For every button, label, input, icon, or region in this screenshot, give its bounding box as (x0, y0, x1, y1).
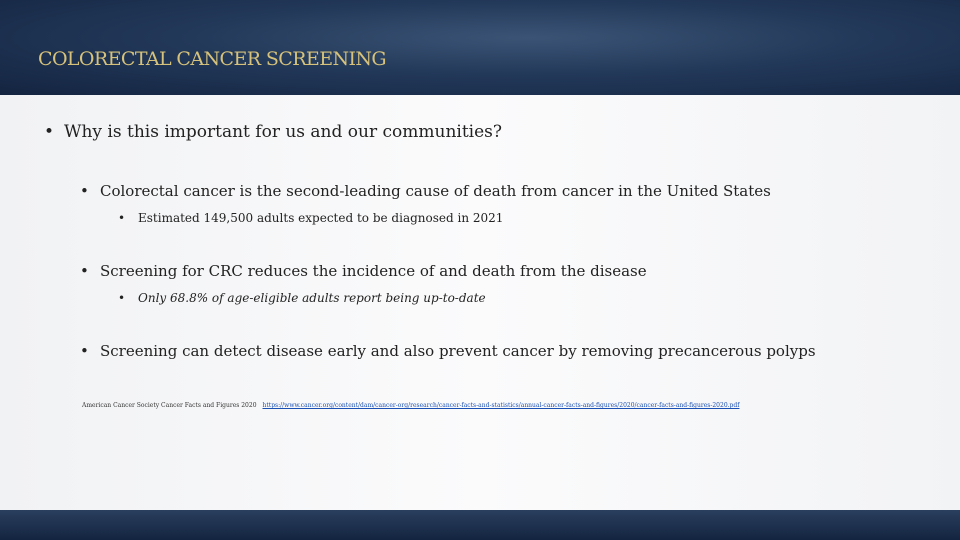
bullet-text: Colorectal cancer is the second-leading cause of death from cancer in the United States (100, 182, 771, 200)
bullet-level2 (80, 182, 771, 200)
bullet-text: Screening can detect disease early and also prevent cancer by removing precancerous polyps (100, 342, 816, 360)
bullet-icon: • (118, 291, 126, 305)
source-label: American Cancer Society Cancer Facts and Figures 2020 (82, 402, 257, 409)
slide-title: COLORECTAL CANCER SCREENING (38, 48, 387, 70)
bullet-level1 (44, 122, 502, 142)
bullet-icon: • (80, 342, 89, 360)
bullet-icon: • (44, 122, 55, 142)
bullet-level3 (118, 211, 503, 225)
bullet-level2 (80, 342, 816, 360)
bullet-icon: • (118, 211, 126, 225)
source-citation (82, 402, 739, 409)
bullet-text: Screening for CRC reduces the incidence of and death from the disease (100, 262, 647, 280)
footer-band (0, 510, 960, 540)
bullet-icon: • (80, 262, 89, 280)
bullet-text: Why is this important for us and our communities? (64, 122, 503, 142)
bullet-level3 (118, 291, 486, 305)
bullet-text: Estimated 149,500 adults expected to be diagnosed in 2021 (138, 211, 504, 225)
bullet-text: Only 68.8% of age-eligible adults report being up-to-date (138, 291, 486, 305)
slide-header (0, 0, 960, 95)
bullet-level2 (80, 262, 647, 280)
source-link[interactable]: https://www.cancer.org/content/dam/cancer-org/research/cancer-facts-and-statistics/annual-cancer-facts-and-figures/2020/cancer-facts-and-figures-2020.pdf (262, 402, 740, 409)
bullet-icon: • (80, 182, 89, 200)
